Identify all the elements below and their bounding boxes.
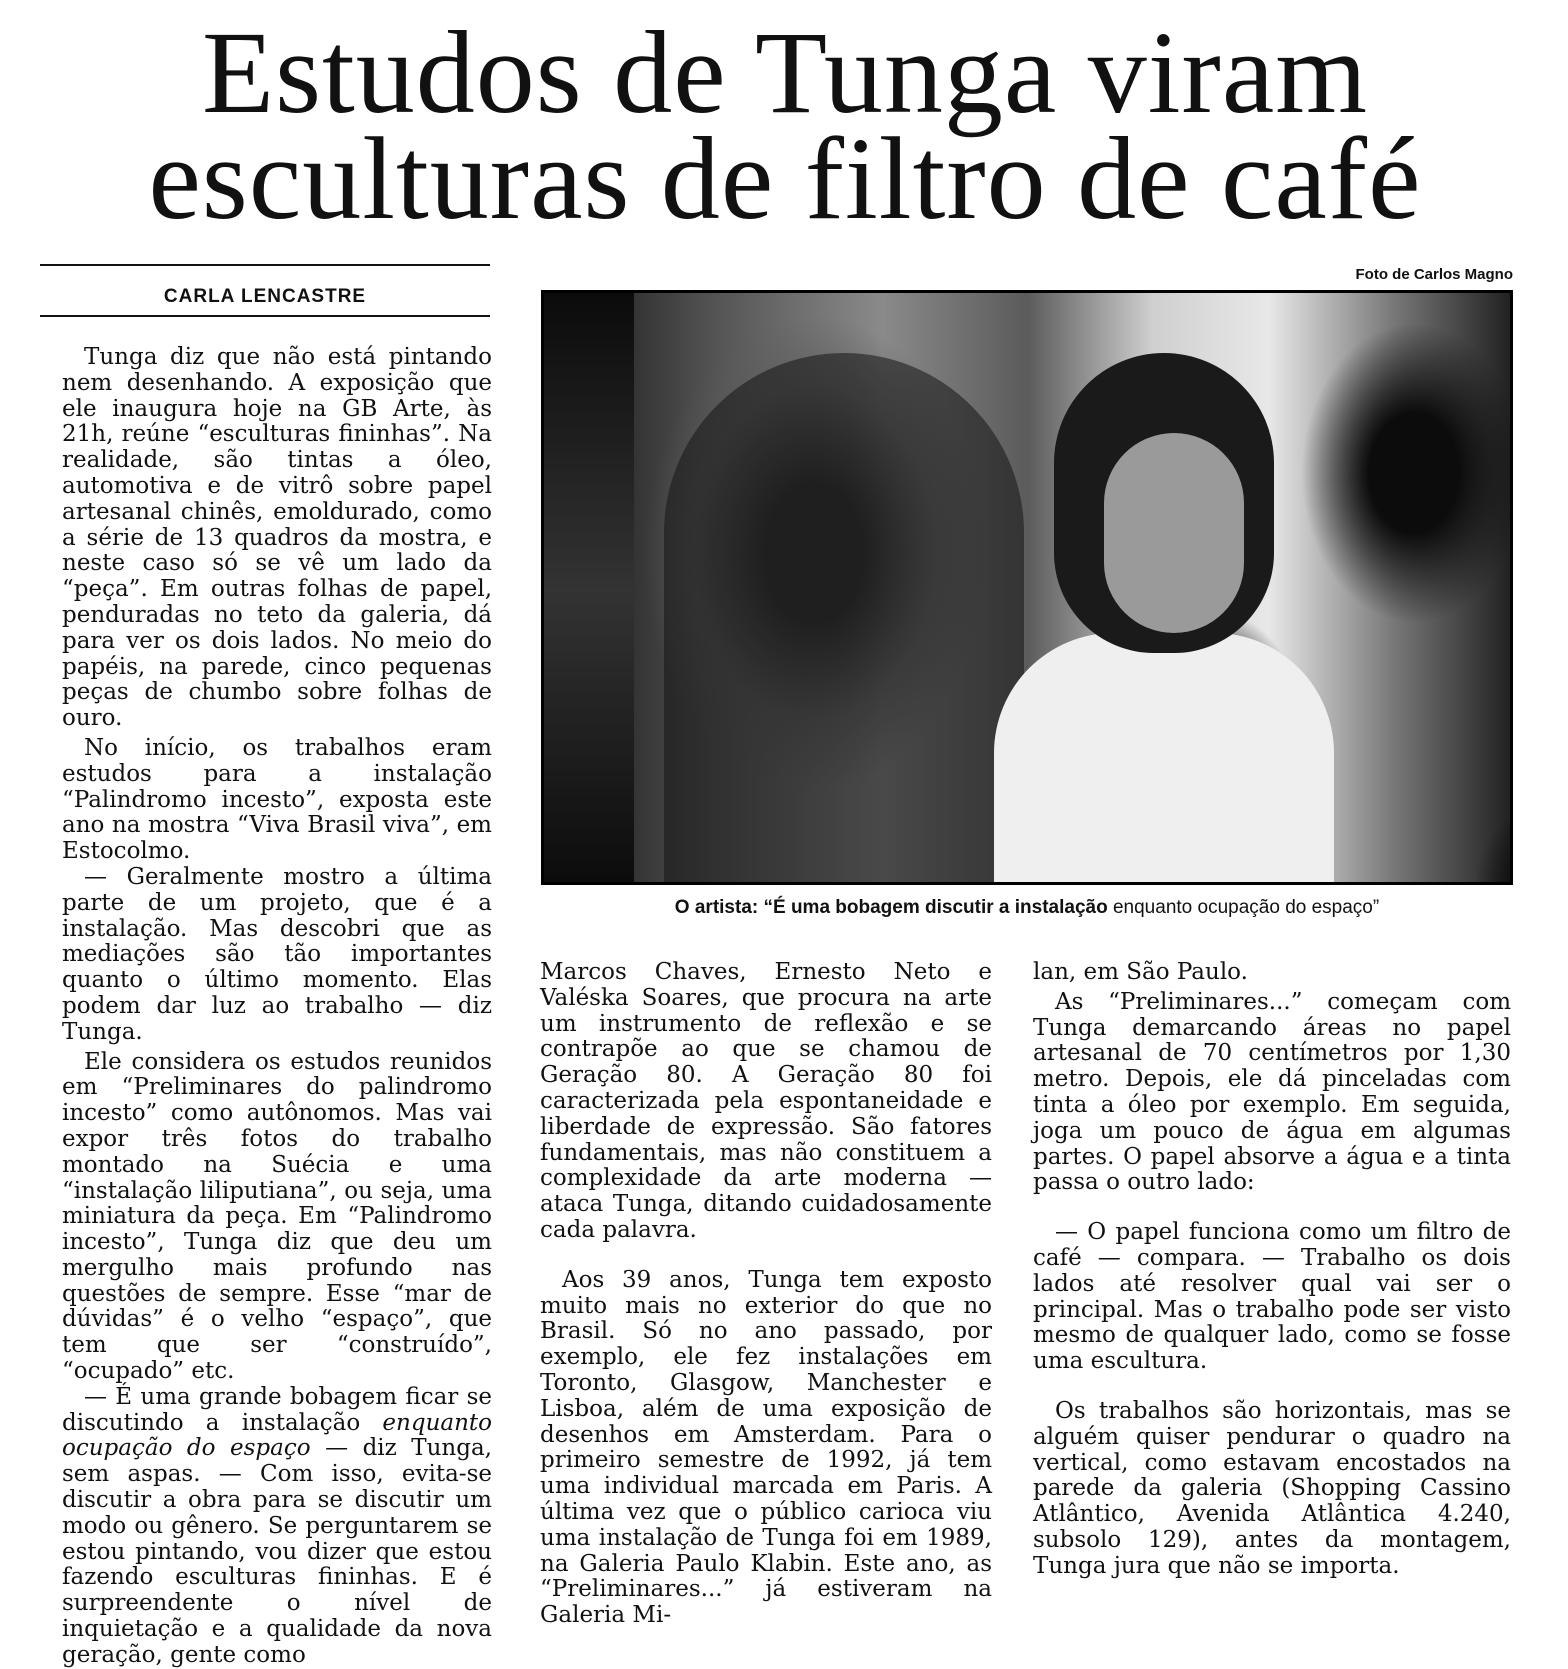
article-column-2 [540, 960, 992, 1629]
paragraph: — O papel funciona como um filtro de café — compara. — Trabalho os dois lados até resolver qual vai ser o principal. Mas o trabalho pode ser visto mesmo de qualquer lado, como se fosse uma escultura. [1033, 1219, 1511, 1375]
paragraph-text: — diz Tunga, sem aspas. — Com isso, evita-se discutir a obra para se discutir um modo ou gênero. Se perguntarem se estou pintando, vou dizer que estou fazendo esculturas fininhas. E é surpreendente o nível de inquietação e a qualidade da nova geração, gente como [62, 1435, 492, 1668]
byline: CARLA LENCASTRE [163, 286, 367, 307]
paragraph: — Geralmente mostro a última parte de um projeto, que é a instalação. Mas descobri que as mediações são tão importantes quanto o último momento. Elas podem dar luz ao trabalho — diz Tunga. [62, 863, 492, 1045]
paragraph: Os trabalhos são horizontais, mas se alguém quiser pendurar o quadro na vertical, como estavam encostados na parede da galeria (Shopping Cassino Atlântico, Avenida Atlântica 4.240, subsolo 129), antes da montagem, Tunga jura que não se importa. [1033, 1397, 1511, 1579]
headline-line-1: Estudos de Tunga viram [202, 7, 1368, 138]
paragraph-text: — É uma grande bobagem ficar se discutindo a instalação [62, 1383, 492, 1436]
paragraph: Ele considera os estudos reunidos em “Preliminares do palindromo incesto” como autônomos. Mas vai expor três fotos do trabalho montado na Suécia e uma “instalação liliputiana”, ou seja, uma miniatura da peça. Em “Palindromo incesto”, Tunga diz que deu um mergulho mais profundo nas questões de sempre. Esse “mar de dúvidas” é o velho “espaço”, que tem que ser “construído”, “ocupado” etc. [62, 1048, 492, 1385]
photo-sculpture [664, 353, 1024, 885]
photo-credit: Foto de Carlos Magno [1355, 266, 1513, 283]
paragraph: As “Preliminares...” começam com Tunga demarcando áreas no papel artesanal de 70 centímetros por 1,30 metro. Depois, ele dá pinceladas com tinta a óleo por exemplo. Em seguida, joga um pouco de água em algumas partes. O papel absorve a água e a tinta passa o outro lado: [1033, 988, 1511, 1196]
paragraph [62, 1385, 492, 1669]
headline [40, 7, 1530, 244]
article-column-1 [62, 345, 492, 1669]
paragraph: Tunga diz que não está pintando nem desenhando. A exposição que ele inaugura hoje na GB Arte, às 21h, reúne “esculturas fininhas”. Na realidade, são tintas a óleo, automotiva e de vitrô sobre papel artesanal chinês, emoldurado, como a série de 13 quadros da mostra, e neste caso só se vê um lado da “peça”. Em outras folhas de papel, penduradas no teto da galeria, dá para ver os dois lados. No meio do papéis, na parede, cinco pequenas peças de chumbo sobre folhas de ouro. [62, 344, 492, 732]
article-column-3 [1033, 960, 1511, 1580]
paragraph: Marcos Chaves, Ernesto Neto e Valéska Soares, que procura na arte um instrumento de reflexão e se contrapõe ao que se chamou de Geração 80. A Geração 80 foi caracterizada pela espontaneidade e liberdade de expressão. São fatores fundamentais, mas não constituem a complexidade da arte moderna — ataca Tunga, ditando cuidadosamente cada palavra. [540, 959, 992, 1243]
byline-bottom-rule [40, 315, 490, 317]
paragraph: Aos 39 anos, Tunga tem exposto muito mais no exterior do que no Brasil. Só no ano passado, por exemplo, ele fez instalações em Toronto, Glasgow, Manchester e Lisboa, além de uma exposição de desenhos em Amsterdam. Para o primeiro semestre de 1992, já tem uma individual marcada em Paris. A última vez que o público carioca viu uma instalação de Tunga foi em 1989, na Galeria Paulo Klabin. Este ano, as “Preliminares...” já estiveram na Galeria Mi- [540, 1266, 992, 1629]
byline-top-rule [40, 264, 490, 266]
photo-shadow-left [544, 293, 634, 885]
photo-caption-bold: O artista: “É uma bobagem discutir a instalação [674, 897, 1108, 918]
headline-line-2: esculturas de filtro de café [148, 113, 1422, 244]
paragraph-emphasis: enquanto ocupação do espaço [62, 1409, 492, 1462]
photo-caption-rest: enquanto ocupação do espaço” [1107, 897, 1380, 918]
paragraph: lan, em São Paulo. [1033, 959, 1248, 985]
photo-face [1104, 433, 1244, 633]
photo-shirt [994, 633, 1334, 885]
photo-caption [541, 897, 1513, 919]
paragraph: No início, os trabalhos eram estudos para a instalação “Palindromo incesto”, exposta este ano na mostra “Viva Brasil viva”, em Estocolmo. [62, 734, 492, 865]
artist-photo [541, 290, 1513, 885]
